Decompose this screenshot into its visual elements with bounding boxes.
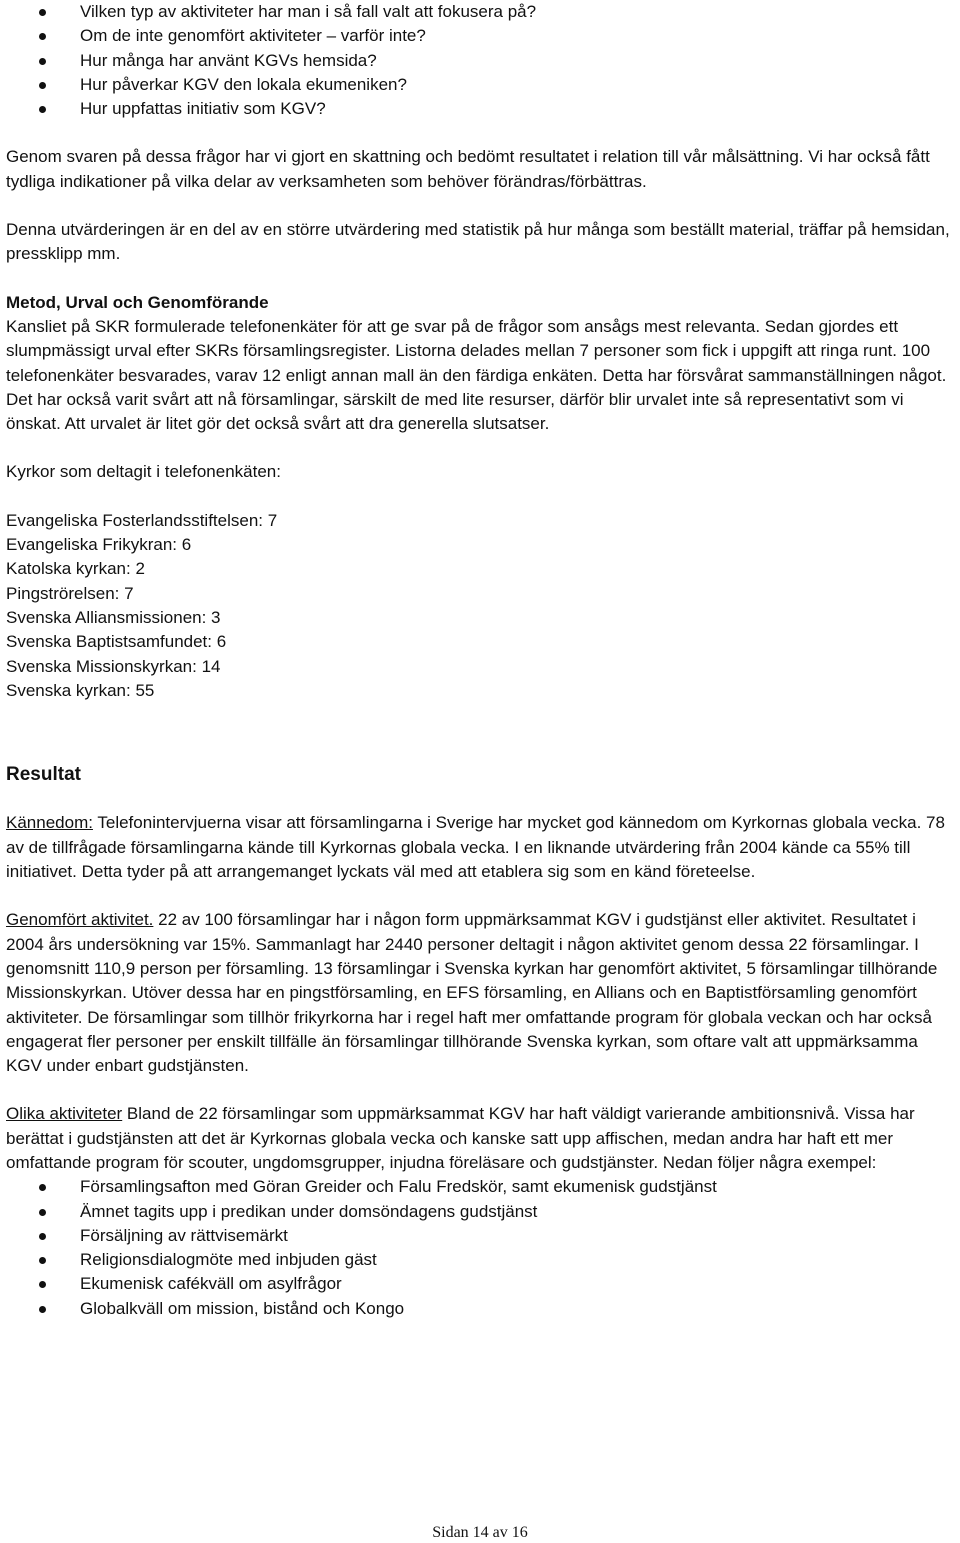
exempel-list <box>6 1175 956 1321</box>
list-item: Religionsdialogmöte med inbjuden gäst <box>6 1248 956 1272</box>
list-item: Hur påverkar KGV den lokala ekumeniken? <box>6 73 956 97</box>
list-item: Hur många har använt KGVs hemsida? <box>6 49 956 73</box>
list-item: Pingströrelsen: 7 <box>6 583 134 603</box>
list-item: Katolska kyrkan: 2 <box>6 559 145 579</box>
page-footer: Sidan 14 av 16 <box>432 1524 528 1541</box>
list-item: Svenska Baptistsamfundet: 6 <box>6 632 227 652</box>
list-item: Vilken typ av aktiviteter har man i så fall valt att fokusera på? <box>6 0 956 24</box>
olika-label: Olika aktiviteter <box>6 1104 123 1124</box>
list-item: Evangeliska Frikykran: 6 <box>6 535 192 555</box>
kannedom-paragraph <box>6 811 956 884</box>
list-item: Om de inte genomfört aktiviteter – varför inte? <box>6 24 956 48</box>
list-item: Hur uppfattas initiativ som KGV? <box>6 97 956 121</box>
list-item: Globalkväll om mission, bistånd och Kongo <box>6 1297 956 1321</box>
genomfort-paragraph <box>6 908 956 1078</box>
list-item: Försäljning av rättvisemärkt <box>6 1224 956 1248</box>
genomfort-text: 22 av 100 församlingar har i någon form uppmärksammat KGV i gudstjänst eller aktivitet. Resultatet i 2004 års undersökning var 15%. Sammanlagt har 2440 personer deltagit i någon aktivitet genom dessa 22 församlingar. I genomsnitt 110,9 person per församling. 13 församlingar i Svenska kyrkan har genomfört aktivitet, 5 församlingar tillhörande Missionskyrkan. Utöver dessa har en pingstförsamling, en EFS församling, en Allians och en Baptistförsamling genomfört aktiviteter. De församlingar som tillhör frikyrkorna har i regel haft mer omfattande program för globala veckan och har också engagerat fler personer per enskilt tillfälle än församlingar tillhörande Svenska kyrkan, som oftare valt att uppmärksamma KGV under enbart gudstjänsten. <box>6 910 938 1076</box>
paragraph-genom: Genom svaren på dessa frågor har vi gjort en skattning och bedömt resultatet i relation till vår målsättning. Vi har också fått tydliga indikationer på vilka delar av verksamheten som behöver förändras/förbättras. <box>6 147 930 191</box>
kannedom-label: Kännedom: <box>6 813 93 833</box>
genomfort-label: Genomfört aktivitet. <box>6 910 154 930</box>
kyrkor-list <box>6 509 956 703</box>
kannedom-text: Telefonintervjuerna visar att församlingarna i Sverige har mycket god kännedom om Kyrkornas globala vecka. 78 av de tillfrågade församlingarna kände till Kyrkornas globala vecka. I en liknande utvärdering från 2004 kände ca 55% till initiativet. Detta tyder på att arrangemanget lyckats väl med att etablera sig som en känd företeelse. <box>6 813 945 882</box>
list-item: Ämnet tagits upp i predikan under domsöndagens gudstjänst <box>6 1200 956 1224</box>
list-item: Församlingsafton med Göran Greider och Falu Fredskör, samt ekumenisk gudstjänst <box>6 1175 956 1199</box>
metod-heading: Metod, Urval och Genomförande <box>6 292 269 312</box>
document-page <box>6 0 956 1321</box>
kyrkor-heading: Kyrkor som deltagit i telefonenkäten: <box>6 462 281 482</box>
olika-text: Bland de 22 församlingar som uppmärksammat KGV har haft väldigt varierande ambitionsnivå. Vissa har berättat i gudstjänsten att det är Kyrkornas globala vecka och kanske satt upp affischen, medan andra har haft ett mer omfattande program för scouter, ungdomsgrupper, injudna föreläsare och gudstjänster. Nedan följer några exempel: <box>6 1104 915 1172</box>
olika-paragraph <box>6 1102 956 1175</box>
intro-question-list <box>6 0 956 121</box>
paragraph-denna: Denna utvärderingen är en del av en större utvärdering med statistik på hur många som beställt material, träffar på hemsidan, pressklipp mm. <box>6 220 950 264</box>
metod-paragraph: Kansliet på SKR formulerade telefonenkäter för att ge svar på de frågor som ansågs mest relevanta. Sedan gjordes ett slumpmässigt urval efter SKRs församlingsregister. Listorna delades mellan 7 personer som fick i uppgift att ringa runt. 100 telefonenkäter besvarades, varav 12 enligt annan mall än den färdiga enkäten. Detta har försvårat sammanställningen något. Det har också varit svårt att nå församlingar, särskilt de med lite resurser, därför blir urvalet inte så representativt som vi önskat. Att urvalet är litet gör det också svårt att dra generella slutsatser. <box>6 316 947 434</box>
list-item: Ekumenisk cafékväll om asylfrågor <box>6 1272 956 1296</box>
list-item: Svenska kyrkan: 55 <box>6 680 155 700</box>
list-item: Evangeliska Fosterlandsstiftelsen: 7 <box>6 510 278 530</box>
list-item: Svenska Missionskyrkan: 14 <box>6 656 221 676</box>
resultat-heading: Resultat <box>6 764 81 786</box>
list-item: Svenska Alliansmissionen: 3 <box>6 607 221 627</box>
